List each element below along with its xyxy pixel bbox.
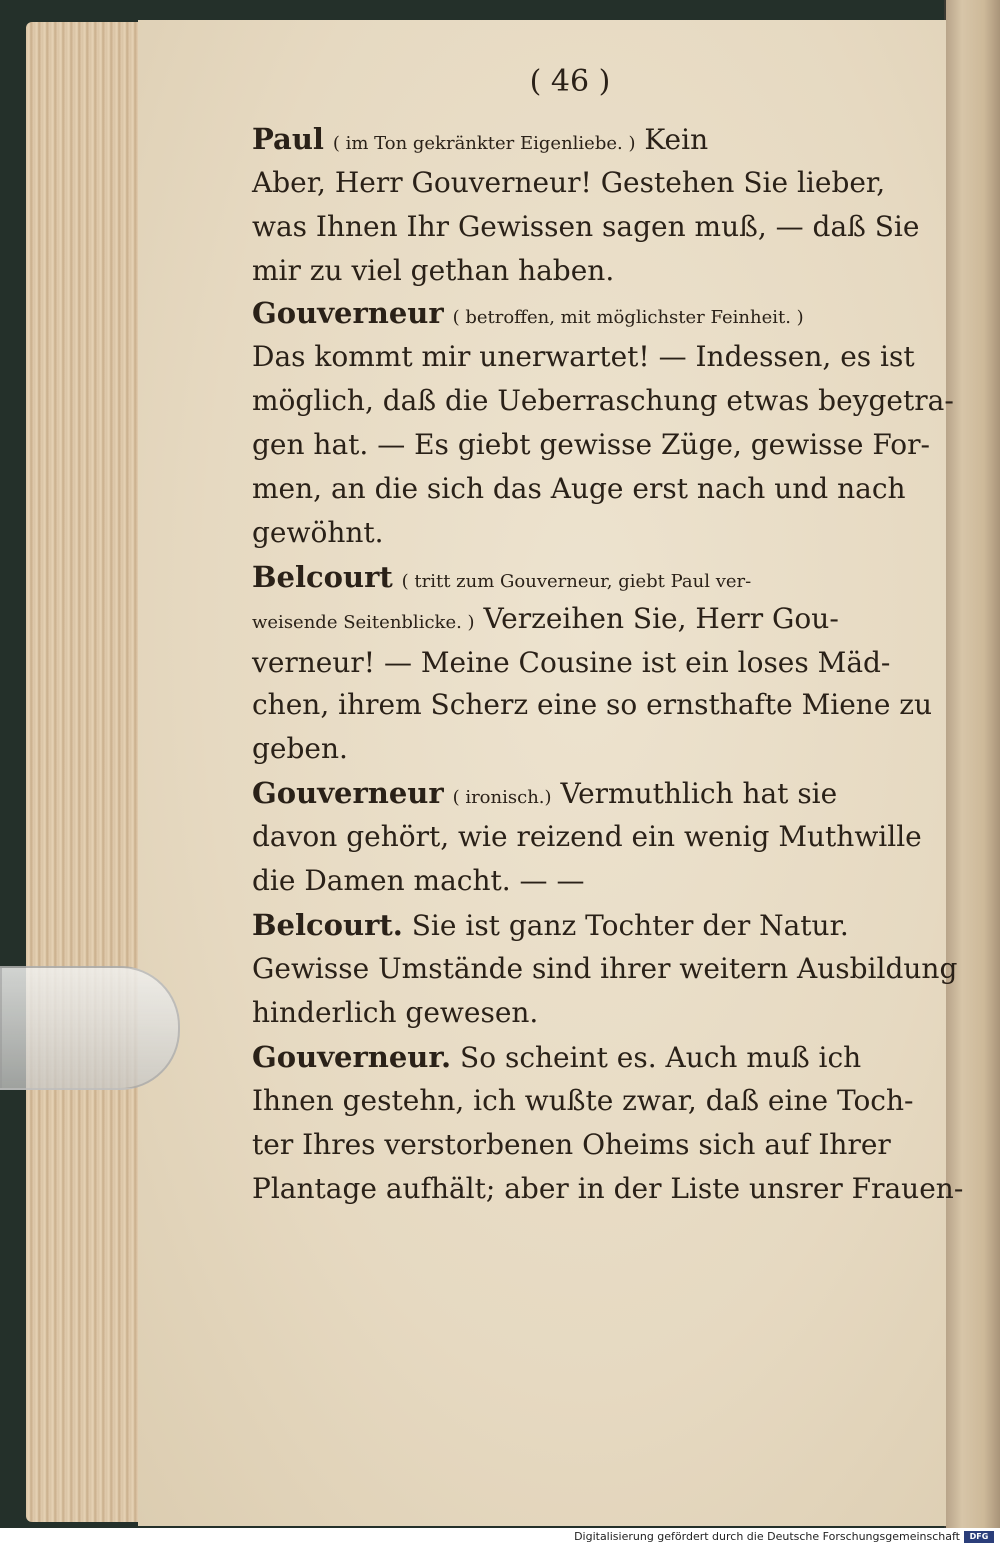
dialogue-text: So scheint es. Auch muß ich: [460, 1041, 862, 1074]
speaker-name: Belcourt.: [252, 908, 403, 942]
text-line: [252, 384, 954, 418]
dialogue-text: gewöhnt.: [252, 516, 384, 549]
dialogue-text: mir zu viel gethan haben.: [252, 254, 615, 287]
dialogue-text: Kein: [644, 123, 709, 156]
stage-direction: ( ironisch.): [452, 787, 552, 808]
text-line: [252, 1172, 964, 1206]
dialogue-text: davon gehört, wie reizend ein wenig Muthwille: [252, 820, 922, 853]
stage-direction: weisende Seitenblicke. ): [252, 612, 475, 633]
text-line: [252, 688, 933, 722]
stage-direction: ( im Ton gekränkter Eigenliebe. ): [332, 133, 636, 154]
dfg-logo: DFG: [964, 1531, 994, 1543]
speaker-name: Belcourt: [252, 560, 393, 594]
dialogue-text: verneur! — Meine Cousine ist ein loses Mäd-: [252, 646, 891, 679]
text-line: [252, 952, 958, 986]
text-line: [252, 996, 538, 1030]
book-page: [138, 20, 946, 1526]
text-line: [252, 1040, 861, 1075]
text-line: [252, 428, 930, 462]
text-line: [252, 472, 906, 506]
dialogue-text: men, an die sich das Auge erst nach und nach: [252, 472, 906, 505]
dialogue-text: Vermuthlich hat sie: [560, 777, 838, 810]
dialogue-text: Ihnen gestehn, ich wußte zwar, daß eine Toch-: [252, 1084, 914, 1117]
stage-direction: ( betroffen, mit möglichster Feinheit. ): [452, 307, 804, 328]
speaker-name: Gouverneur: [252, 776, 444, 810]
footer-text: Digitalisierung gefördert durch die Deutsche Forschungsgemeinschaft: [574, 1530, 960, 1543]
text-line: [252, 560, 751, 599]
dialogue-text: was Ihnen Ihr Gewissen sagen muß, — daß Sie: [252, 210, 920, 243]
text-line: [252, 732, 348, 766]
page-number: ( 46 ): [529, 64, 611, 99]
text-line: [252, 1128, 891, 1162]
text-line: [252, 908, 849, 943]
dialogue-text: ter Ihres verstorbenen Oheims sich auf Ihrer: [252, 1128, 891, 1161]
text-line: [252, 820, 922, 854]
dialogue-text: Das kommt mir unerwartet! — Indessen, es ist: [252, 340, 915, 373]
speaker-name: Gouverneur.: [252, 1040, 452, 1074]
speaker-name: Gouverneur: [252, 296, 444, 330]
stage-direction: ( tritt zum Gouverneur, giebt Paul ver-: [401, 571, 752, 592]
text-line: [252, 602, 839, 640]
dialogue-text: Sie ist ganz Tochter der Natur.: [411, 909, 849, 942]
dialogue-text: die Damen macht. — —: [252, 864, 585, 897]
text-line: [252, 646, 891, 680]
dialogue-text: chen, ihrem Scherz eine so ernsthafte Miene zu: [252, 688, 933, 721]
text-line: [252, 776, 837, 815]
dialogue-text: geben.: [252, 732, 348, 765]
footer-bar: [0, 1528, 1000, 1546]
text-line: [252, 166, 886, 200]
text-line: [252, 122, 708, 161]
page-edges-left: [26, 22, 146, 1522]
dialogue-text: Gewisse Umstände sind ihrer weitern Ausbildung: [252, 952, 958, 985]
text-line: [252, 864, 584, 898]
dialogue-text: möglich, daß die Ueberraschung etwas beygetra-: [252, 384, 954, 417]
text-line: [252, 516, 384, 550]
page-clip: [0, 966, 180, 1090]
page-edges-right: [946, 0, 1000, 1528]
text-line: [252, 340, 915, 374]
dialogue-text: gen hat. — Es giebt gewisse Züge, gewisse For-: [252, 428, 930, 461]
text-line: [252, 1084, 914, 1118]
speaker-name: Paul: [252, 122, 324, 156]
dialogue-text: hinderlich gewesen.: [252, 996, 539, 1029]
text-line: [252, 210, 920, 244]
dialogue-text: Verzeihen Sie, Herr Gou-: [483, 602, 839, 635]
text-line: [252, 254, 614, 288]
text-line: [252, 296, 804, 335]
dialogue-text: Aber, Herr Gouverneur! Gestehen Sie lieber,: [252, 166, 886, 199]
dialogue-text: Plantage aufhält; aber in der Liste unsrer Frauen-: [252, 1172, 964, 1205]
